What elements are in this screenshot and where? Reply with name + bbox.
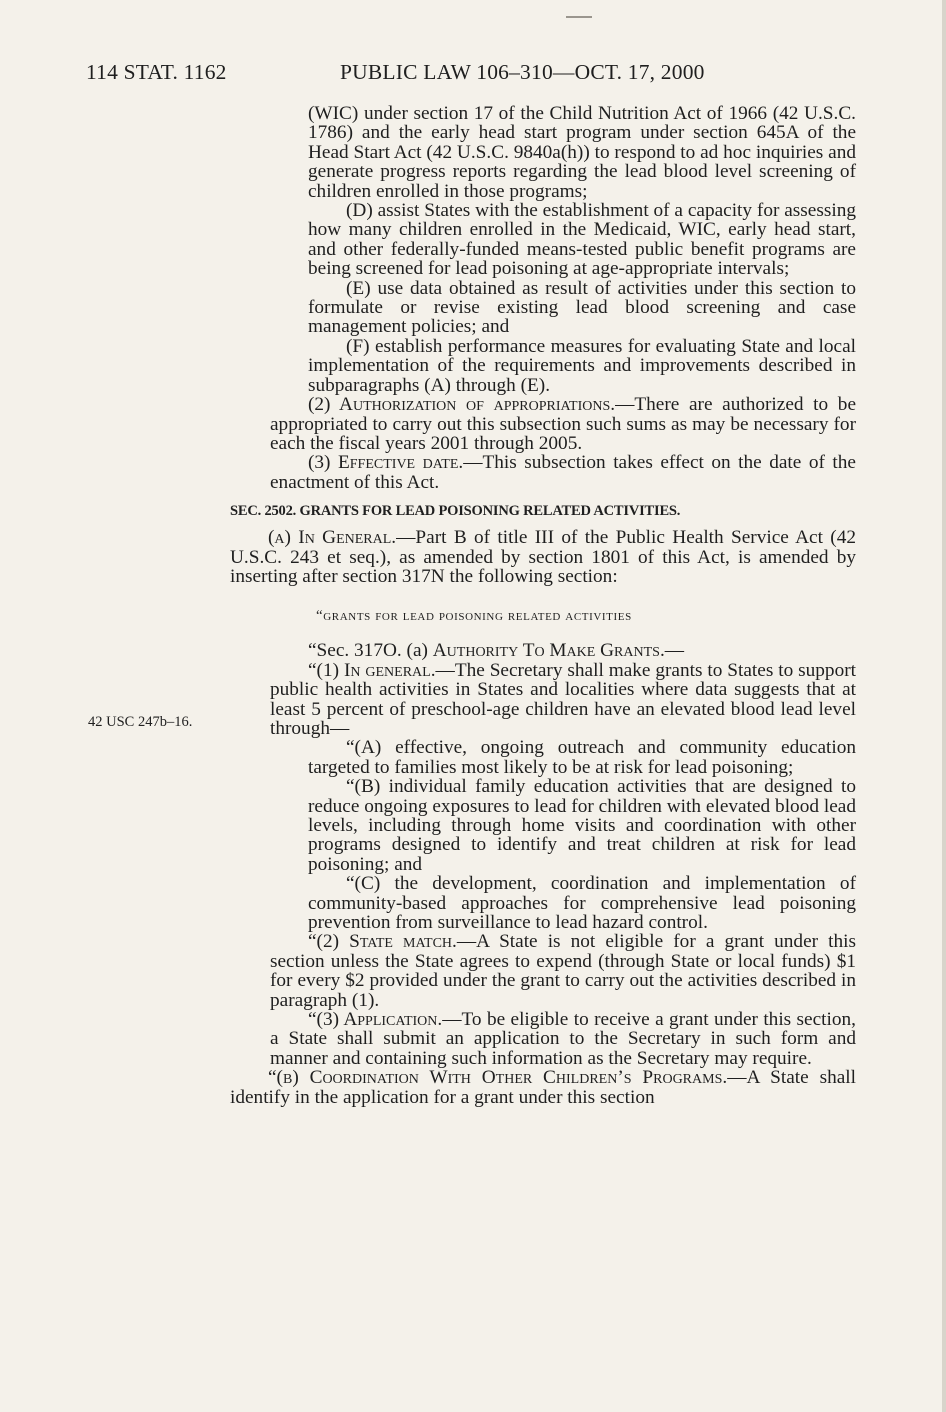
effective-date-paragraph — [270, 453, 856, 492]
subparagraph-c: “(C) the development, coordination and implementation of community-based approaches for comprehensive lead poisoning prevention from surveillance to lead hazard control. — [308, 873, 856, 934]
scan-mark — [566, 16, 592, 18]
usc-margin-citation: 42 USC 247b–16. — [88, 714, 193, 730]
paragraph-1-heading: “(1) In general. — [308, 659, 436, 681]
subparagraph-e: (E) use data obtained as result of activities under this section to formulate or revise existing lead blood screening and case management policies; and — [308, 277, 856, 338]
wic-continuation-paragraph: (WIC) under section 17 of the Child Nutrition Act of 1966 (42 U.S.C. 1786) and the early head start program under section 645A of the Head Start Act (42 U.S.C. 9840a(h)) to respond to ad hoc inquiries and generate progress reports regarding the lead blood level screening of children enrolled in those programs; — [308, 103, 856, 202]
paragraph-1-text: —The Secretary shall make grants to States to support public health activities in States and localities where data suggests that at least 5 percent of preschool-age children have an elevated blood lead level through— — [270, 659, 856, 739]
application-heading: “(3) Application. — [308, 1009, 443, 1031]
section-317o-number: “Sec. 317O. (a) — [308, 640, 433, 662]
section-317o-heading — [270, 641, 856, 660]
effective-date-heading: (3) Effective date. — [308, 452, 464, 474]
page-body — [0, 104, 946, 1107]
in-general-paragraph — [230, 528, 856, 586]
paragraph-1 — [270, 661, 856, 739]
coordination-text: —A State shall identify in the application for a grant under this section — [230, 1067, 856, 1108]
authorization-heading: (2) Authorization of appropriations. — [308, 394, 616, 416]
application-paragraph — [270, 1010, 856, 1068]
effective-date-text: —This subsection takes effect on the date of the enactment of this Act. — [270, 452, 856, 493]
in-general-heading: (a) In General. — [268, 527, 397, 549]
authorization-text: —There are authorized to be appropriated to carry out this subsection such sums as may be necessary for each the fiscal years 2001 through 2005. — [270, 394, 856, 454]
coordination-paragraph — [230, 1068, 856, 1107]
in-general-text: —Part B of title III of the Public Health Service Act (42 U.S.C. 243 et seq.), as amended by section 1801 of this Act, is amended by inserting after section 317N the following section: — [230, 527, 856, 587]
authority-heading: Authority To Make Grants. — [432, 640, 665, 662]
application-text: —To be eligible to receive a grant under this section, a State shall submit an application to the Secretary in such form and manner and containing such information as the Secretary may require. — [270, 1009, 856, 1069]
subparagraph-d: (D) assist States with the establishment of a capacity for assessing how many children enrolled in the Medicaid, WIC, early head start, and other federally-funded means-tested public benefit programs are being screened for lead poisoning at age-appropriate intervals; — [308, 200, 856, 280]
subparagraph-a: “(A) effective, ongoing outreach and community education targeted to families most likely to be at risk for lead poisoning; — [308, 737, 856, 778]
statute-page-number: 114 STAT. 1162 — [86, 60, 227, 84]
authorization-paragraph — [270, 395, 856, 453]
state-match-text: —A State is not eligible for a grant under this section unless the State agrees to expend (through State or local funds) $1 for every $2 provided under the grant to carry out the activities described in paragraph (1). — [270, 931, 856, 1011]
running-header-title: PUBLIC LAW 106–310—OCT. 17, 2000 — [340, 60, 705, 84]
subparagraph-f: (F) establish performance measures for evaluating State and local implementation of the requirements and improvements described in subparagraphs (A) through (E). — [308, 335, 856, 396]
quoted-section-heading: “grants for lead poisoning related activities — [316, 608, 632, 625]
section-heading: SEC. 2502. GRANTS FOR LEAD POISONING RELATED ACTIVITIES. — [230, 503, 681, 520]
state-match-paragraph — [270, 932, 856, 1010]
subparagraph-b: “(B) individual family education activities that are designed to reduce ongoing exposures to lead for children with elevated blood lead levels, including through home visits and coordination with other programs designed to identify and treat children at risk for lead poisoning; and — [308, 776, 856, 875]
authority-dash: — — [664, 640, 685, 662]
state-match-heading: “(2) State match. — [308, 931, 457, 953]
coordination-heading: “(b) Coordination With Other Children’s Programs. — [268, 1067, 728, 1089]
